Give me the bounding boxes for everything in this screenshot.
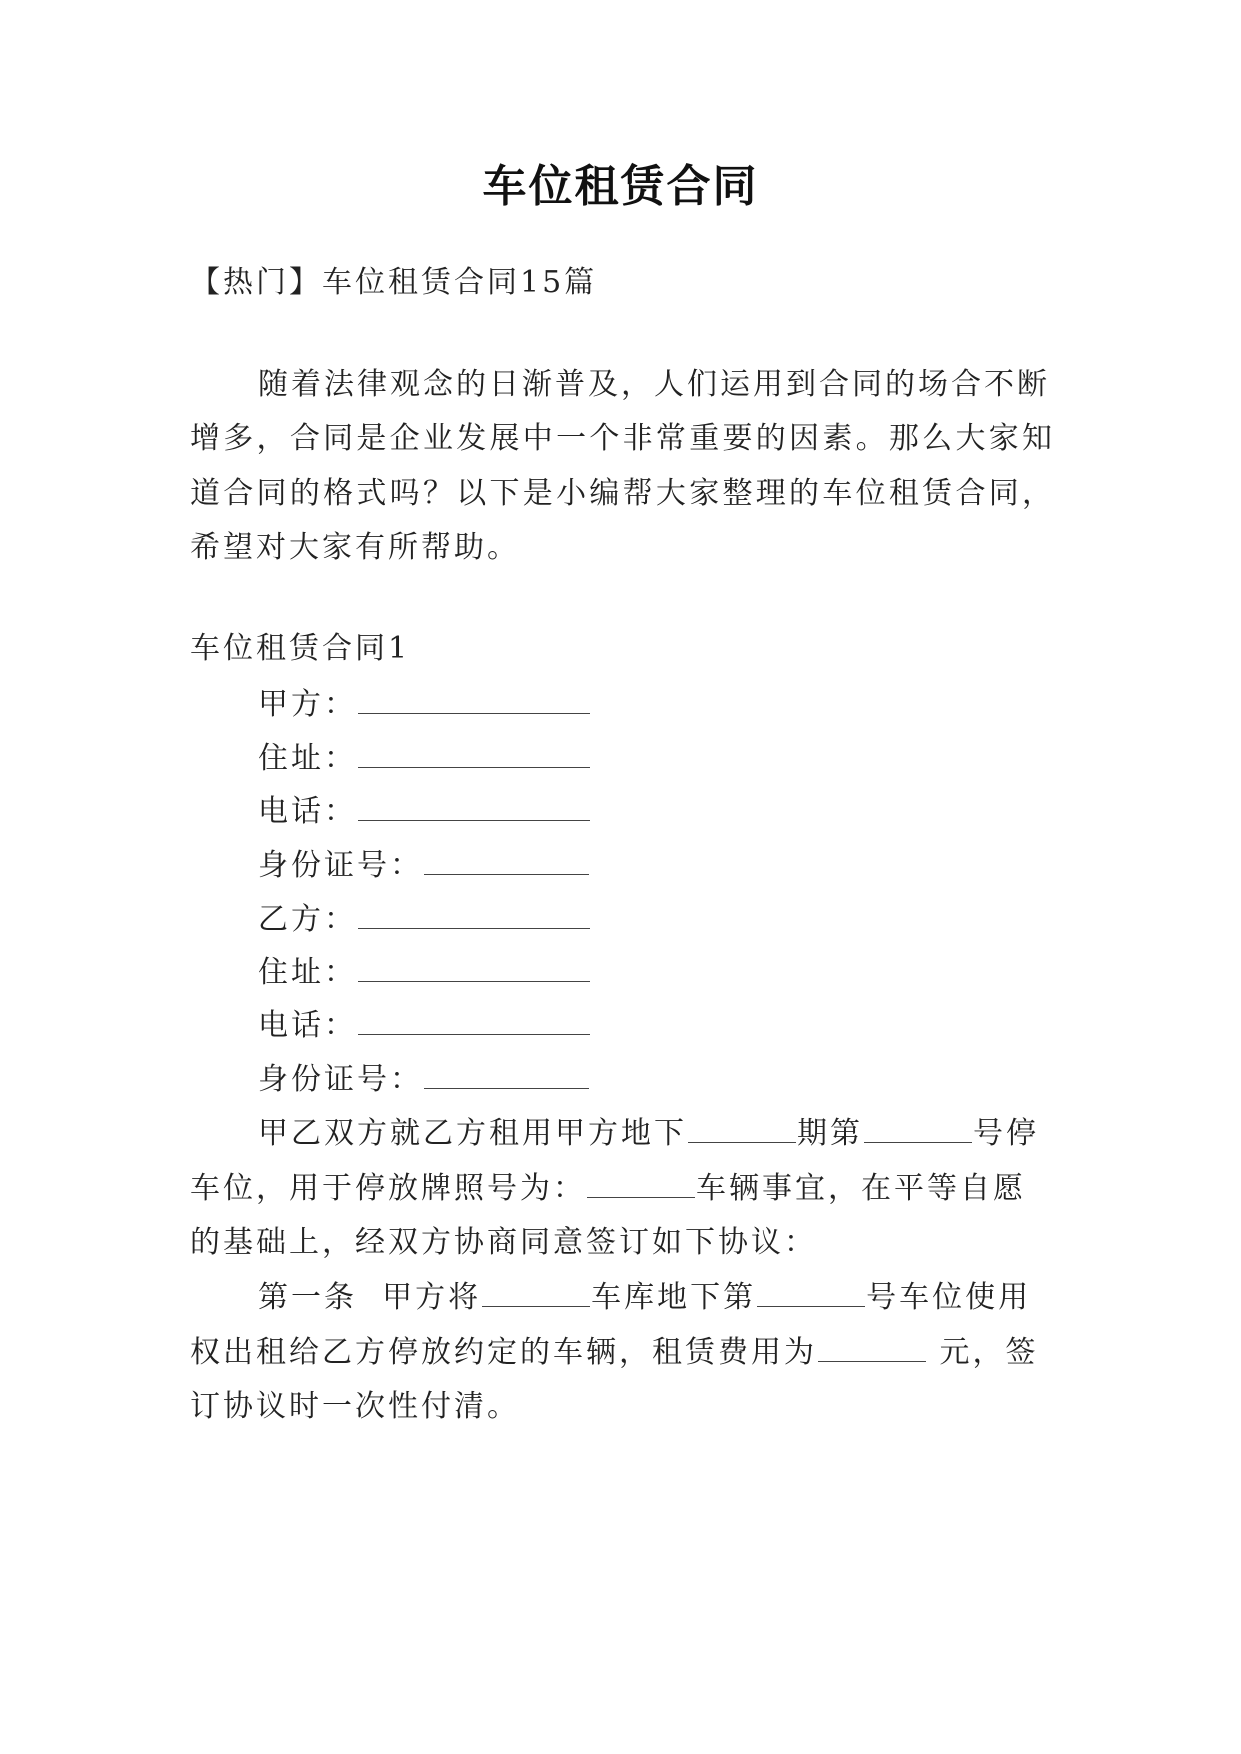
agreement-text: 号停 [973,1116,1039,1151]
party-b-address-blank [358,955,590,982]
intro-line-2: 增多，合同是企业发展中一个非常重要的因素。那么大家知 [190,421,1052,456]
party-a-address-label: 住址： [258,741,357,776]
rent-amount-blank [818,1335,926,1362]
garage-blank [482,1280,590,1307]
party-b-phone-label: 电话： [258,1008,357,1043]
intro-line-1: 随着法律观念的日渐普及，人们运用到合同的场合不断 [258,367,1050,402]
document-subtitle: 【热门】车位租赁合同15篇 [190,265,598,300]
agreement-text: 车位，用于停放牌照号为： [190,1171,586,1206]
party-a-name-label: 甲方： [258,687,357,722]
phase-blank [688,1116,796,1143]
party-b-id-row [258,1060,590,1100]
party-b-name-blank [358,902,590,929]
party-b-phone-blank [358,1008,590,1035]
article-1-line-2 [190,1333,1039,1373]
party-a-id-label: 身份证号： [258,848,423,883]
party-a-id-blank [424,848,589,875]
plate-number-blank [587,1171,695,1198]
party-a-phone-blank [358,794,590,821]
space-number-blank [757,1280,865,1307]
intro-line-3: 道合同的格式吗？以下是小编帮大家整理的车位租赁合同， [190,476,1052,511]
party-b-address-row [258,953,591,993]
article-text: 元，签 [927,1335,1039,1370]
section-heading: 车位租赁合同1 [190,631,411,666]
article-text: 权出租给乙方停放约定的车辆，租赁费用为 [190,1335,817,1370]
party-b-name-row [258,900,591,940]
agreement-text: 期第 [797,1116,863,1151]
article-1-line-3: 订协议时一次性付清。 [190,1389,520,1424]
article-text: 第一条 甲方将 [258,1280,482,1315]
party-a-phone-label: 电话： [258,794,357,829]
agreement-line-1 [258,1114,1039,1154]
party-b-id-blank [424,1062,589,1089]
party-b-id-label: 身份证号： [258,1062,423,1097]
agreement-line-3: 的基础上，经双方协商同意签订如下协议： [190,1225,817,1260]
party-b-phone-row [258,1006,591,1046]
party-a-address-row [258,739,591,779]
article-text: 车库地下第 [591,1280,757,1315]
space-number-blank [864,1116,972,1143]
agreement-text: 车辆事宜，在平等自愿 [696,1171,1026,1206]
party-a-phone-row [258,792,591,832]
agreement-line-2 [190,1169,1026,1209]
party-b-address-label: 住址： [258,955,357,990]
party-a-id-row [258,846,590,886]
party-a-name-blank [358,687,590,714]
agreement-text: 甲乙双方就乙方租用甲方地下 [258,1116,687,1151]
intro-line-4: 希望对大家有所帮助。 [190,530,520,565]
article-text: 号车位使用 [866,1280,1032,1315]
article-1-line-1 [258,1278,1031,1318]
party-a-name-row [258,685,591,725]
document-title: 车位租赁合同 [482,161,759,212]
party-a-address-blank [358,741,590,768]
party-b-name-label: 乙方： [258,902,357,937]
